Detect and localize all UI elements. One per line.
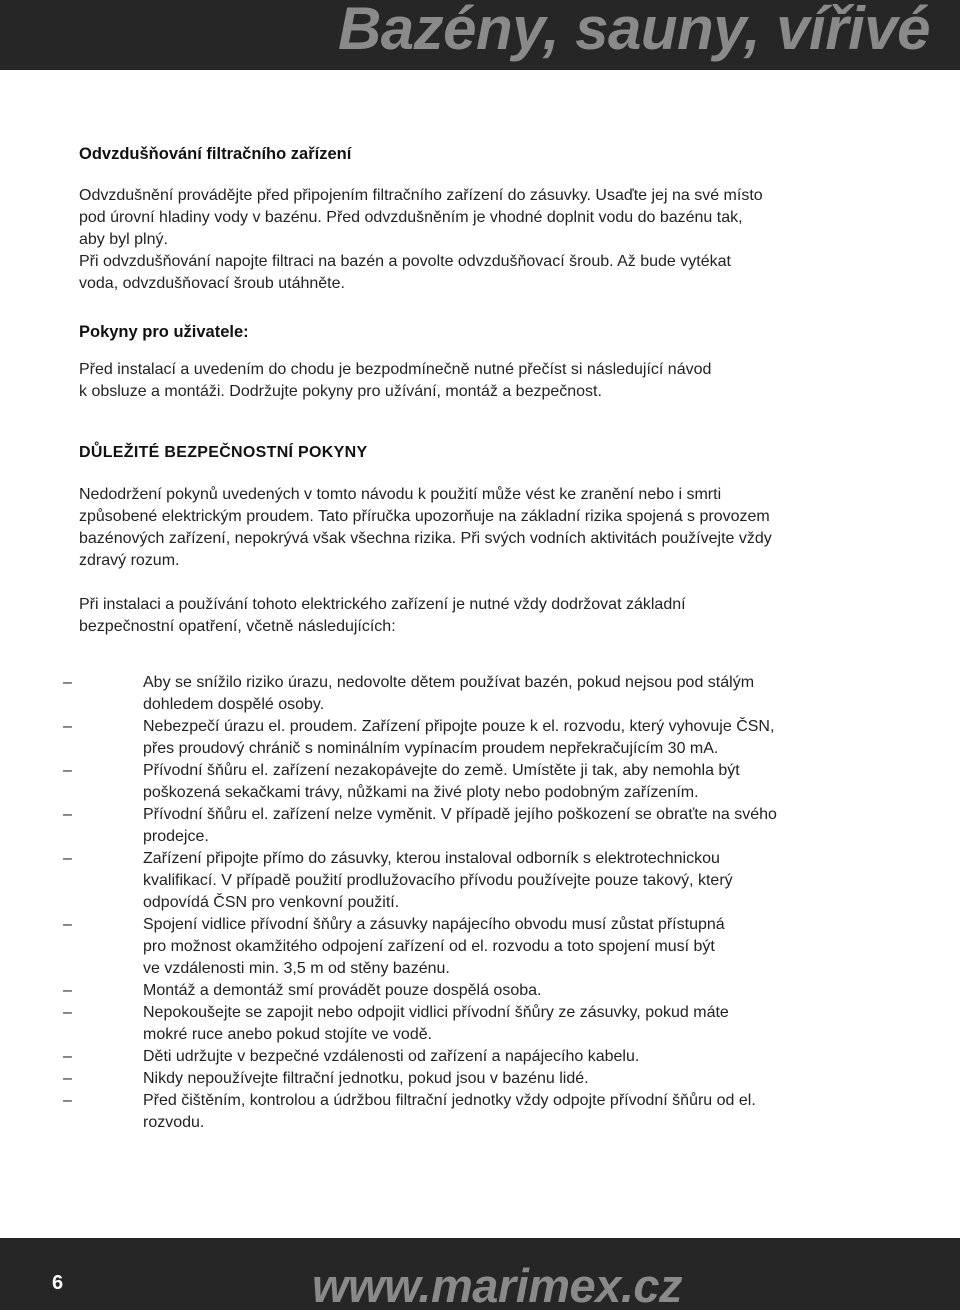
page-number: 6 bbox=[52, 1272, 64, 1294]
text-line: zdravý rozum. bbox=[79, 552, 180, 569]
text-line: Přívodní šňůru el. zařízení nelze vyměnit. V případě jejího poškození se obraťte na svého bbox=[143, 806, 777, 823]
list-item bbox=[33, 848, 869, 914]
list-item bbox=[33, 1002, 869, 1046]
text-line: Nebezpečí úrazu el. proudem. Zařízení připojte pouze k el. rozvodu, který vyhovuje ČSN, bbox=[143, 718, 775, 735]
list-item-text bbox=[143, 982, 541, 999]
footer-url: www.marimex.cz bbox=[312, 1259, 683, 1310]
list-item-text bbox=[143, 762, 740, 801]
text-line: Odvzdušnění provádějte před připojením filtračního zařízení do zásuvky. Usaďte jej na své místo bbox=[79, 187, 763, 204]
header-title: Bazény, sauny, vířivé bbox=[337, 0, 930, 62]
list-dash: – bbox=[63, 1048, 72, 1065]
text-line: odpovídá ČSN pro venkovní použití. bbox=[143, 894, 400, 911]
safety-list bbox=[33, 672, 869, 1134]
footer-bar bbox=[0, 1238, 960, 1310]
text-line: prodejce. bbox=[143, 828, 209, 845]
paragraph-safety-intro bbox=[79, 484, 869, 572]
list-dash: – bbox=[63, 982, 72, 999]
section-title-user-instructions: Pokyny pro uživatele: bbox=[79, 323, 249, 341]
text-line: mokré ruce anebo pokud stojíte ve vodě. bbox=[143, 1026, 433, 1043]
text-line: Nepokoušejte se zapojit nebo odpojit vidlici přívodní šňůry ze zásuvky, pokud máte bbox=[143, 1004, 729, 1021]
list-item bbox=[33, 716, 869, 760]
list-item-text bbox=[143, 850, 733, 911]
list-dash: – bbox=[63, 1092, 72, 1109]
text-line: Spojení vidlice přívodní šňůry a zásuvky napájecího obvodu musí zůstat přístupná bbox=[143, 916, 725, 933]
list-item-text bbox=[143, 1092, 756, 1131]
text-line: voda, odvzdušňovací šroub utáhněte. bbox=[79, 275, 345, 292]
text-line: Nikdy nepoužívejte filtrační jednotku, pokud jsou v bazénu lidé. bbox=[143, 1070, 589, 1087]
text-line: Před instalací a uvedením do chodu je bezpodmínečně nutné přečíst si následující návod bbox=[79, 361, 712, 378]
list-item-text bbox=[143, 718, 774, 757]
text-line: Aby se snížilo riziko úrazu, nedovolte dětem používat bazén, pokud nejsou pod stálým bbox=[143, 674, 755, 691]
list-dash: – bbox=[63, 806, 72, 823]
list-dash: – bbox=[63, 718, 72, 735]
header-bar bbox=[0, 0, 960, 70]
text-line: způsobené elektrickým proudem. Tato příručka upozorňuje na základní rizika spojená s provozem bbox=[79, 508, 770, 525]
page-content bbox=[63, 143, 869, 1134]
list-dash: – bbox=[63, 762, 72, 779]
list-dash: – bbox=[63, 674, 72, 691]
text-line: Přívodní šňůru el. zařízení nezakopávejte do země. Umístěte ji tak, aby nemohla být bbox=[143, 762, 740, 779]
list-item bbox=[33, 760, 869, 804]
list-item bbox=[33, 1046, 869, 1068]
text-line: ve vzdálenosti min. 3,5 m od stěny bazénu. bbox=[143, 960, 450, 977]
section-title-venting: Odvzdušňování filtračního zařízení bbox=[79, 145, 352, 163]
text-line: Zařízení připojte přímo do zásuvky, kterou instaloval odborník s elektrotechnickou bbox=[143, 850, 720, 867]
text-line: k obsluze a montáži. Dodržujte pokyny pro užívání, montáž a bezpečnost. bbox=[79, 383, 602, 400]
paragraph-venting bbox=[79, 185, 869, 295]
list-item-text bbox=[143, 1048, 639, 1065]
list-item-text bbox=[143, 806, 777, 845]
text-line: poškozená sekačkami trávy, nůžkami na živé ploty nebo podobným zařízením. bbox=[143, 784, 699, 801]
text-line: kvalifikací. V případě použití prodlužovacího přívodu používejte pouze takový, který bbox=[143, 872, 733, 889]
paragraph-user-instructions bbox=[79, 359, 869, 403]
list-item-text bbox=[143, 1004, 729, 1043]
list-dash: – bbox=[63, 1004, 72, 1021]
list-item bbox=[33, 672, 869, 716]
text-line: Před čištěním, kontrolou a údržbou filtrační jednotky vždy odpojte přívodní šňůru od el. bbox=[143, 1092, 756, 1109]
text-line: Při instalaci a používání tohoto elektrického zařízení je nutné vždy dodržovat základní bbox=[79, 596, 686, 613]
paragraph-safety-measures bbox=[79, 594, 869, 638]
list-item bbox=[33, 914, 869, 980]
section-title-safety: DŮLEŽITÉ BEZPEČNOSTNÍ POKYNY bbox=[79, 444, 368, 461]
text-line: přes proudový chránič s nominálním vypínacím proudem nepřekračujícím 30 mA. bbox=[143, 740, 719, 757]
list-dash: – bbox=[63, 850, 72, 867]
list-item bbox=[33, 980, 869, 1002]
text-line: aby byl plný. bbox=[79, 231, 168, 248]
list-dash: – bbox=[63, 916, 72, 933]
list-item bbox=[33, 1068, 869, 1090]
list-item bbox=[33, 1090, 869, 1134]
text-line: bezpečnostní opatření, včetně následujících: bbox=[79, 618, 396, 635]
text-line: Děti udržujte v bezpečné vzdálenosti od zařízení a napájecího kabelu. bbox=[143, 1048, 640, 1065]
list-item-text bbox=[143, 1070, 589, 1087]
text-line: pod úrovní hladiny vody v bazénu. Před odvzdušněním je vhodné doplnit vodu do bazénu tak, bbox=[79, 209, 743, 226]
text-line: Při odvzdušňování napojte filtraci na bazén a povolte odvzdušňovací šroub. Až bude vytékat bbox=[79, 253, 731, 270]
text-line: rozvodu. bbox=[143, 1114, 205, 1131]
text-line: bazénových zařízení, nepokrývá však všechna rizika. Při svých vodních aktivitách používejte vždy bbox=[79, 530, 772, 547]
list-item-text bbox=[143, 674, 754, 713]
text-line: Nedodržení pokynů uvedených v tomto návodu k použití může vést ke zranění nebo i smrti bbox=[79, 486, 722, 503]
text-line: Montáž a demontáž smí provádět pouze dospělá osoba. bbox=[143, 982, 542, 999]
list-item bbox=[33, 804, 869, 848]
list-dash: – bbox=[63, 1070, 72, 1087]
list-item-text bbox=[143, 916, 725, 977]
text-line: pro možnost okamžitého odpojení zařízení od el. rozvodu a toto spojení musí být bbox=[143, 938, 715, 955]
text-line: dohledem dospělé osoby. bbox=[143, 696, 325, 713]
